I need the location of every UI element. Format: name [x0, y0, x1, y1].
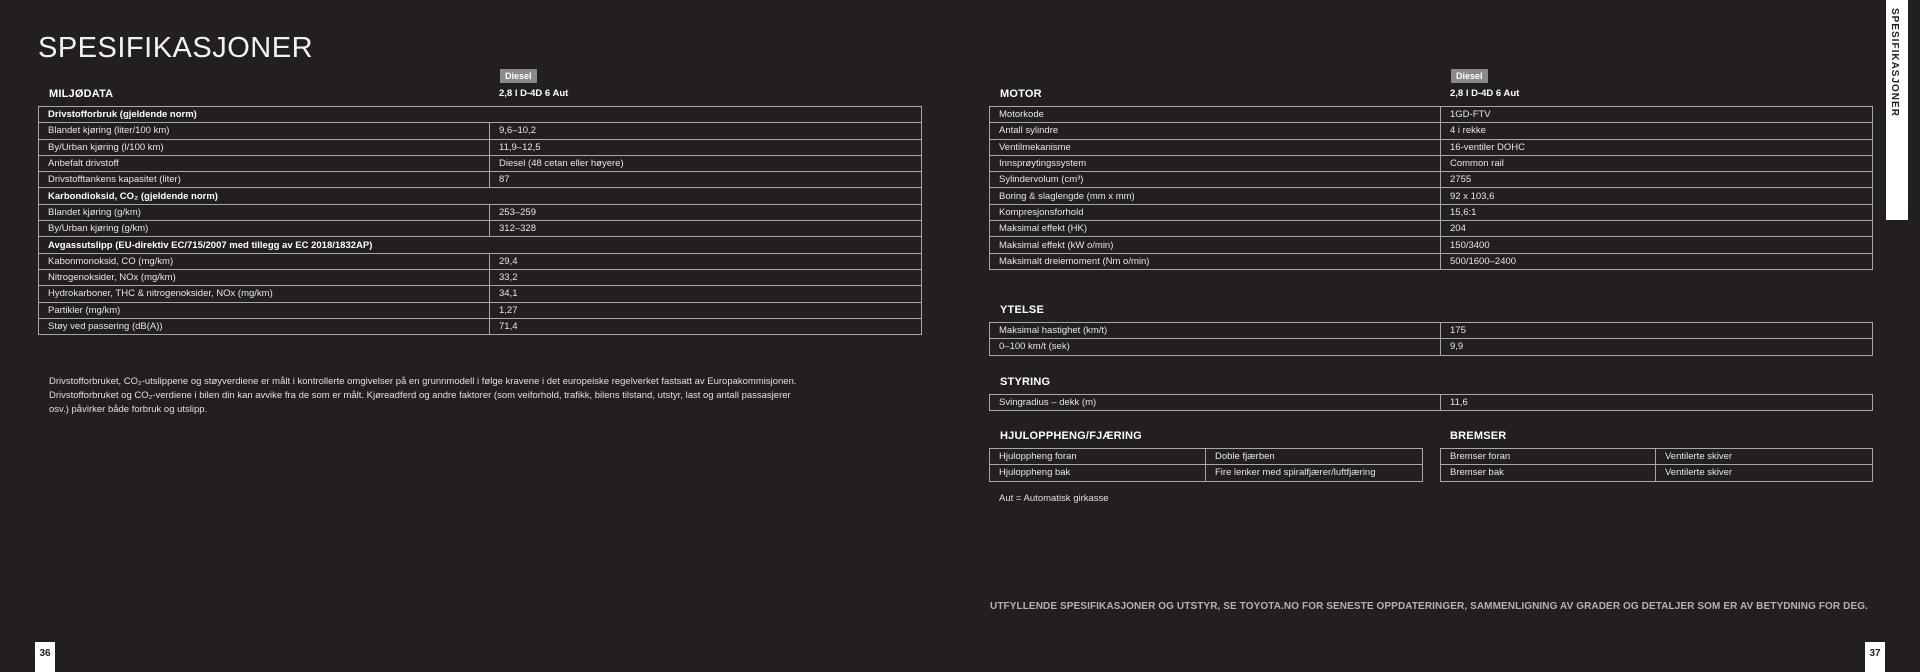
spec-label-cell: Hjuloppheng bak [990, 465, 1206, 481]
spec-label-cell: 0–100 km/t (sek) [990, 339, 1441, 355]
table-row [990, 339, 1873, 355]
table-row [39, 318, 922, 334]
spec-value-cell: 175 [1441, 323, 1873, 339]
spec-label-cell: Blandet kjøring (liter/100 km) [39, 123, 490, 139]
transmission-abbreviation-note: Aut = Automatisk girkasse [999, 493, 1109, 504]
table-row [990, 155, 1873, 171]
spec-label-cell: Motorkode [990, 107, 1441, 123]
spec-value-cell: 33,2 [490, 269, 922, 285]
note-line: Drivstofforbruket og CO₂-verdiene i bilen din kan avvike fra de som er målt. Kjøreadferd og andre faktorer (som veiforhold, trafikk, bilens tilstand, utstyr, last og antall passasjerer [49, 390, 791, 401]
section-tab-label: SPESIFIKASJONER [1889, 8, 1900, 117]
section-heading-brakes: BREMSER [1450, 430, 1507, 442]
spec-value-cell: 1GD-FTV [1441, 107, 1873, 123]
spec-label-cell: Anbefalt drivstoff [39, 155, 490, 171]
fuel-type-badge: Diesel [1451, 69, 1488, 83]
table-row [990, 237, 1873, 253]
table-row [39, 155, 922, 171]
page-title: SPESIFIKASJONER [38, 32, 314, 64]
spec-label-cell: Innsprøytingssystem [990, 155, 1441, 171]
table-row [1441, 449, 1873, 465]
table-row [990, 139, 1873, 155]
table-row [39, 221, 922, 237]
spec-label-cell: By/Urban kjøring (g/km) [39, 221, 490, 237]
table-subheader-row [39, 188, 922, 204]
spec-value-cell: 253–259 [490, 204, 922, 220]
spec-label-cell: Drivstofftankens kapasitet (liter) [39, 172, 490, 188]
engine-variant-label: 2,8 l D-4D 6 Aut [499, 88, 569, 99]
table-row [990, 465, 1423, 481]
suspension-table [989, 448, 1423, 482]
spec-label-cell: By/Urban kjøring (l/100 km) [39, 139, 490, 155]
spec-value-cell: 11,9–12,5 [490, 139, 922, 155]
table-row [990, 172, 1873, 188]
note-line: osv.) påvirker både forbruk og utslipp. [49, 404, 208, 415]
spec-value-cell: Common rail [1441, 155, 1873, 171]
table-row [990, 188, 1873, 204]
spec-value-cell: Ventilerte skiver [1656, 449, 1873, 465]
table-row [39, 269, 922, 285]
page-number-right: 37 [1865, 642, 1885, 672]
table-row [39, 123, 922, 139]
performance-table [989, 322, 1873, 356]
spec-value-cell: 204 [1441, 221, 1873, 237]
spec-value-cell: 500/1600–2400 [1441, 253, 1873, 269]
table-row [990, 323, 1873, 339]
table-row [39, 302, 922, 318]
engine-table [989, 106, 1873, 270]
table-row [990, 123, 1873, 139]
section-heading-miljodata: MILJØDATA [49, 88, 114, 100]
spec-label-cell: Antall sylindre [990, 123, 1441, 139]
spec-label-cell: Bremser bak [1441, 465, 1656, 481]
spec-label-cell: Sylindervolum (cm³) [990, 172, 1441, 188]
consumption-note [49, 375, 919, 417]
spec-label-cell: Bremser foran [1441, 449, 1656, 465]
spec-value-cell: Diesel (48 cetan eller høyere) [490, 155, 922, 171]
table-row [39, 253, 922, 269]
spec-label-cell: Svingradius – dekk (m) [990, 395, 1441, 411]
table-row [990, 253, 1873, 269]
spec-label-cell: Ventilmekanisme [990, 139, 1441, 155]
spec-value-cell: 150/3400 [1441, 237, 1873, 253]
steering-table [989, 394, 1873, 411]
spec-value-cell: 2755 [1441, 172, 1873, 188]
spec-label-cell: Nitrogenoksider, NOx (mg/km) [39, 269, 490, 285]
table-subheader-row [39, 237, 922, 253]
engine-variant-label: 2,8 l D-4D 6 Aut [1450, 88, 1520, 99]
spec-label-cell: Blandet kjøring (g/km) [39, 204, 490, 220]
section-tab [1886, 0, 1908, 220]
spec-value-cell: Doble fjærben [1206, 449, 1423, 465]
spec-value-cell: 16-ventiler DOHC [1441, 139, 1873, 155]
table-row [990, 221, 1873, 237]
spec-label-cell: Maksimal effekt (kW o/min) [990, 237, 1441, 253]
spec-value-cell: 15,6:1 [1441, 204, 1873, 220]
spec-label-cell: Maksimal effekt (HK) [990, 221, 1441, 237]
spec-value-cell: 71,4 [490, 318, 922, 334]
spec-value-cell: 1,27 [490, 302, 922, 318]
spec-label-cell: Kompresjonsforhold [990, 204, 1441, 220]
spec-value-cell: 11,6 [1441, 395, 1873, 411]
table-row [39, 139, 922, 155]
brakes-table [1440, 448, 1873, 482]
spec-value-cell: 312–328 [490, 221, 922, 237]
note-line: Drivstofforbruket, CO₂-utslippene og støyverdiene er målt i kontrollerte omgivelser på en grunnmodell i følge kravene i det europeiske regelverket fastsatt av Europakommisjonen. [49, 376, 797, 387]
spec-label-cell: Støy ved passering (dB(A)) [39, 318, 490, 334]
table-row [990, 204, 1873, 220]
section-heading-styring: STYRING [1000, 376, 1051, 388]
page-number-left: 36 [35, 642, 55, 672]
footer-disclaimer: UTFYLLENDE SPESIFIKASJONER OG UTSTYR, SE TOYOTA.NO FOR SENESTE OPPDATERINGER, SAMMENLIGNING AV GRADER OG DETALJER SOM ER AV BETYDNING FOR DEG. [990, 601, 1868, 612]
table-row [990, 107, 1873, 123]
section-heading-ytelse: YTELSE [1000, 304, 1044, 316]
spec-label-cell: Boring & slaglengde (mm x mm) [990, 188, 1441, 204]
section-heading-suspension: HJULOPPHENG/FJÆRING [1000, 430, 1142, 442]
spec-value-cell: 34,1 [490, 286, 922, 302]
table-row [39, 204, 922, 220]
subheader-cell: Drivstofforbruk (gjeldende norm) [39, 107, 922, 123]
table-subheader-row [39, 107, 922, 123]
spec-label-cell: Hydrokarboner, THC & nitrogenoksider, NOx (mg/km) [39, 286, 490, 302]
spec-value-cell: Ventilerte skiver [1656, 465, 1873, 481]
spec-value-cell: 92 x 103,6 [1441, 188, 1873, 204]
environment-data-table [38, 106, 922, 335]
table-row [1441, 465, 1873, 481]
table-row [990, 449, 1423, 465]
spec-value-cell: 9,6–10,2 [490, 123, 922, 139]
table-row [39, 286, 922, 302]
spec-label-cell: Maksimalt dreiemoment (Nm o/min) [990, 253, 1441, 269]
spec-value-cell: 29,4 [490, 253, 922, 269]
fuel-type-badge: Diesel [500, 69, 537, 83]
spec-label-cell: Hjuloppheng foran [990, 449, 1206, 465]
table-row [39, 172, 922, 188]
spec-value-cell: Fire lenker med spiralfjærer/luftfjæring [1206, 465, 1423, 481]
subheader-cell: Avgassutslipp (EU-direktiv EC/715/2007 med tillegg av EC 2018/1832AP) [39, 237, 922, 253]
spec-label-cell: Maksimal hastighet (km/t) [990, 323, 1441, 339]
spec-value-cell: 4 i rekke [1441, 123, 1873, 139]
spec-value-cell: 87 [490, 172, 922, 188]
section-heading-motor: MOTOR [1000, 88, 1042, 100]
table-row [990, 395, 1873, 411]
spec-label-cell: Partikler (mg/km) [39, 302, 490, 318]
spec-label-cell: Kabonmonoksid, CO (mg/km) [39, 253, 490, 269]
spec-value-cell: 9,9 [1441, 339, 1873, 355]
subheader-cell: Karbondioksid, CO₂ (gjeldende norm) [39, 188, 922, 204]
